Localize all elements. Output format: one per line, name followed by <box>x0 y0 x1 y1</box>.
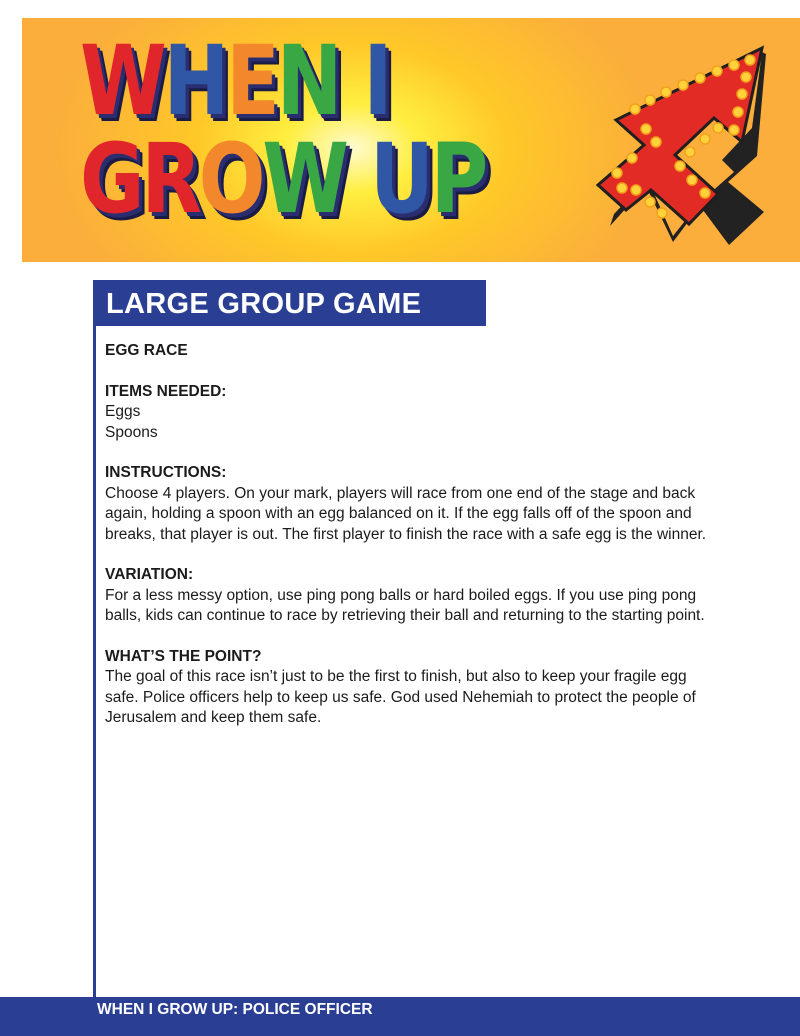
title-banner <box>22 18 800 262</box>
instructions-line: Choose 4 players. On your mark, players will race from one end of the stage and back <box>105 484 696 502</box>
instructions-line: breaks, that player is out. The first player to finish the race with a safe egg is the winner. <box>105 525 707 543</box>
title-letter: R <box>141 123 199 235</box>
title-letter: W <box>80 25 164 137</box>
items-heading: ITEMS NEEDED: <box>105 382 227 400</box>
title-letter: W <box>262 123 346 235</box>
game-name: EGG RACE <box>105 342 188 359</box>
title-letter: H <box>163 25 227 137</box>
spacer <box>105 627 745 647</box>
list-item: Spoons <box>105 423 158 441</box>
title-letter: G <box>80 123 142 235</box>
title-space <box>346 123 370 235</box>
spacer <box>105 545 745 565</box>
title-line-1 <box>80 25 485 137</box>
section-title: LARGE GROUP GAME <box>94 280 486 326</box>
variation-line: balls, kids can continue to race by retrieving their ball and returning to the starting point. <box>105 607 705 624</box>
spacer <box>105 362 745 382</box>
title-letter: U <box>369 123 431 235</box>
point-line: The goal of this race isn’t just to be the first to finish, but also to keep your fragile egg <box>105 668 687 685</box>
point-heading: WHAT’S THE POINT? <box>105 647 262 665</box>
title-letter: N <box>276 25 340 137</box>
spacer <box>105 443 745 463</box>
game-content <box>105 341 745 729</box>
footer-bar <box>0 997 800 1036</box>
title-letter: I <box>363 25 390 137</box>
instructions-line: again, holding a spoon with an egg balanced on it. If the egg falls off of the spoon and <box>105 505 692 522</box>
list-item: Eggs <box>105 403 141 420</box>
point-line: Jerusalem and keep them safe. <box>105 709 322 726</box>
variation-heading: VARIATION: <box>105 566 194 583</box>
marquee-arrow-icon <box>550 30 800 262</box>
title-letter: O <box>198 123 263 235</box>
point-line: safe. Police officers help to keep us safe. God used Nehemiah to protect the people of <box>105 688 696 706</box>
title-line-2 <box>80 123 486 235</box>
footer-text: WHEN I GROW UP: POLICE OFFICER <box>97 1001 373 1018</box>
banner-title <box>80 25 574 235</box>
left-rule <box>93 280 96 1000</box>
title-space <box>339 25 363 137</box>
variation-line: For a less messy option, use ping pong balls or hard boiled eggs. If you use ping pong <box>105 586 697 604</box>
title-letter: P <box>430 123 486 235</box>
title-letter: E <box>226 25 277 137</box>
instructions-heading: INSTRUCTIONS: <box>105 464 227 481</box>
